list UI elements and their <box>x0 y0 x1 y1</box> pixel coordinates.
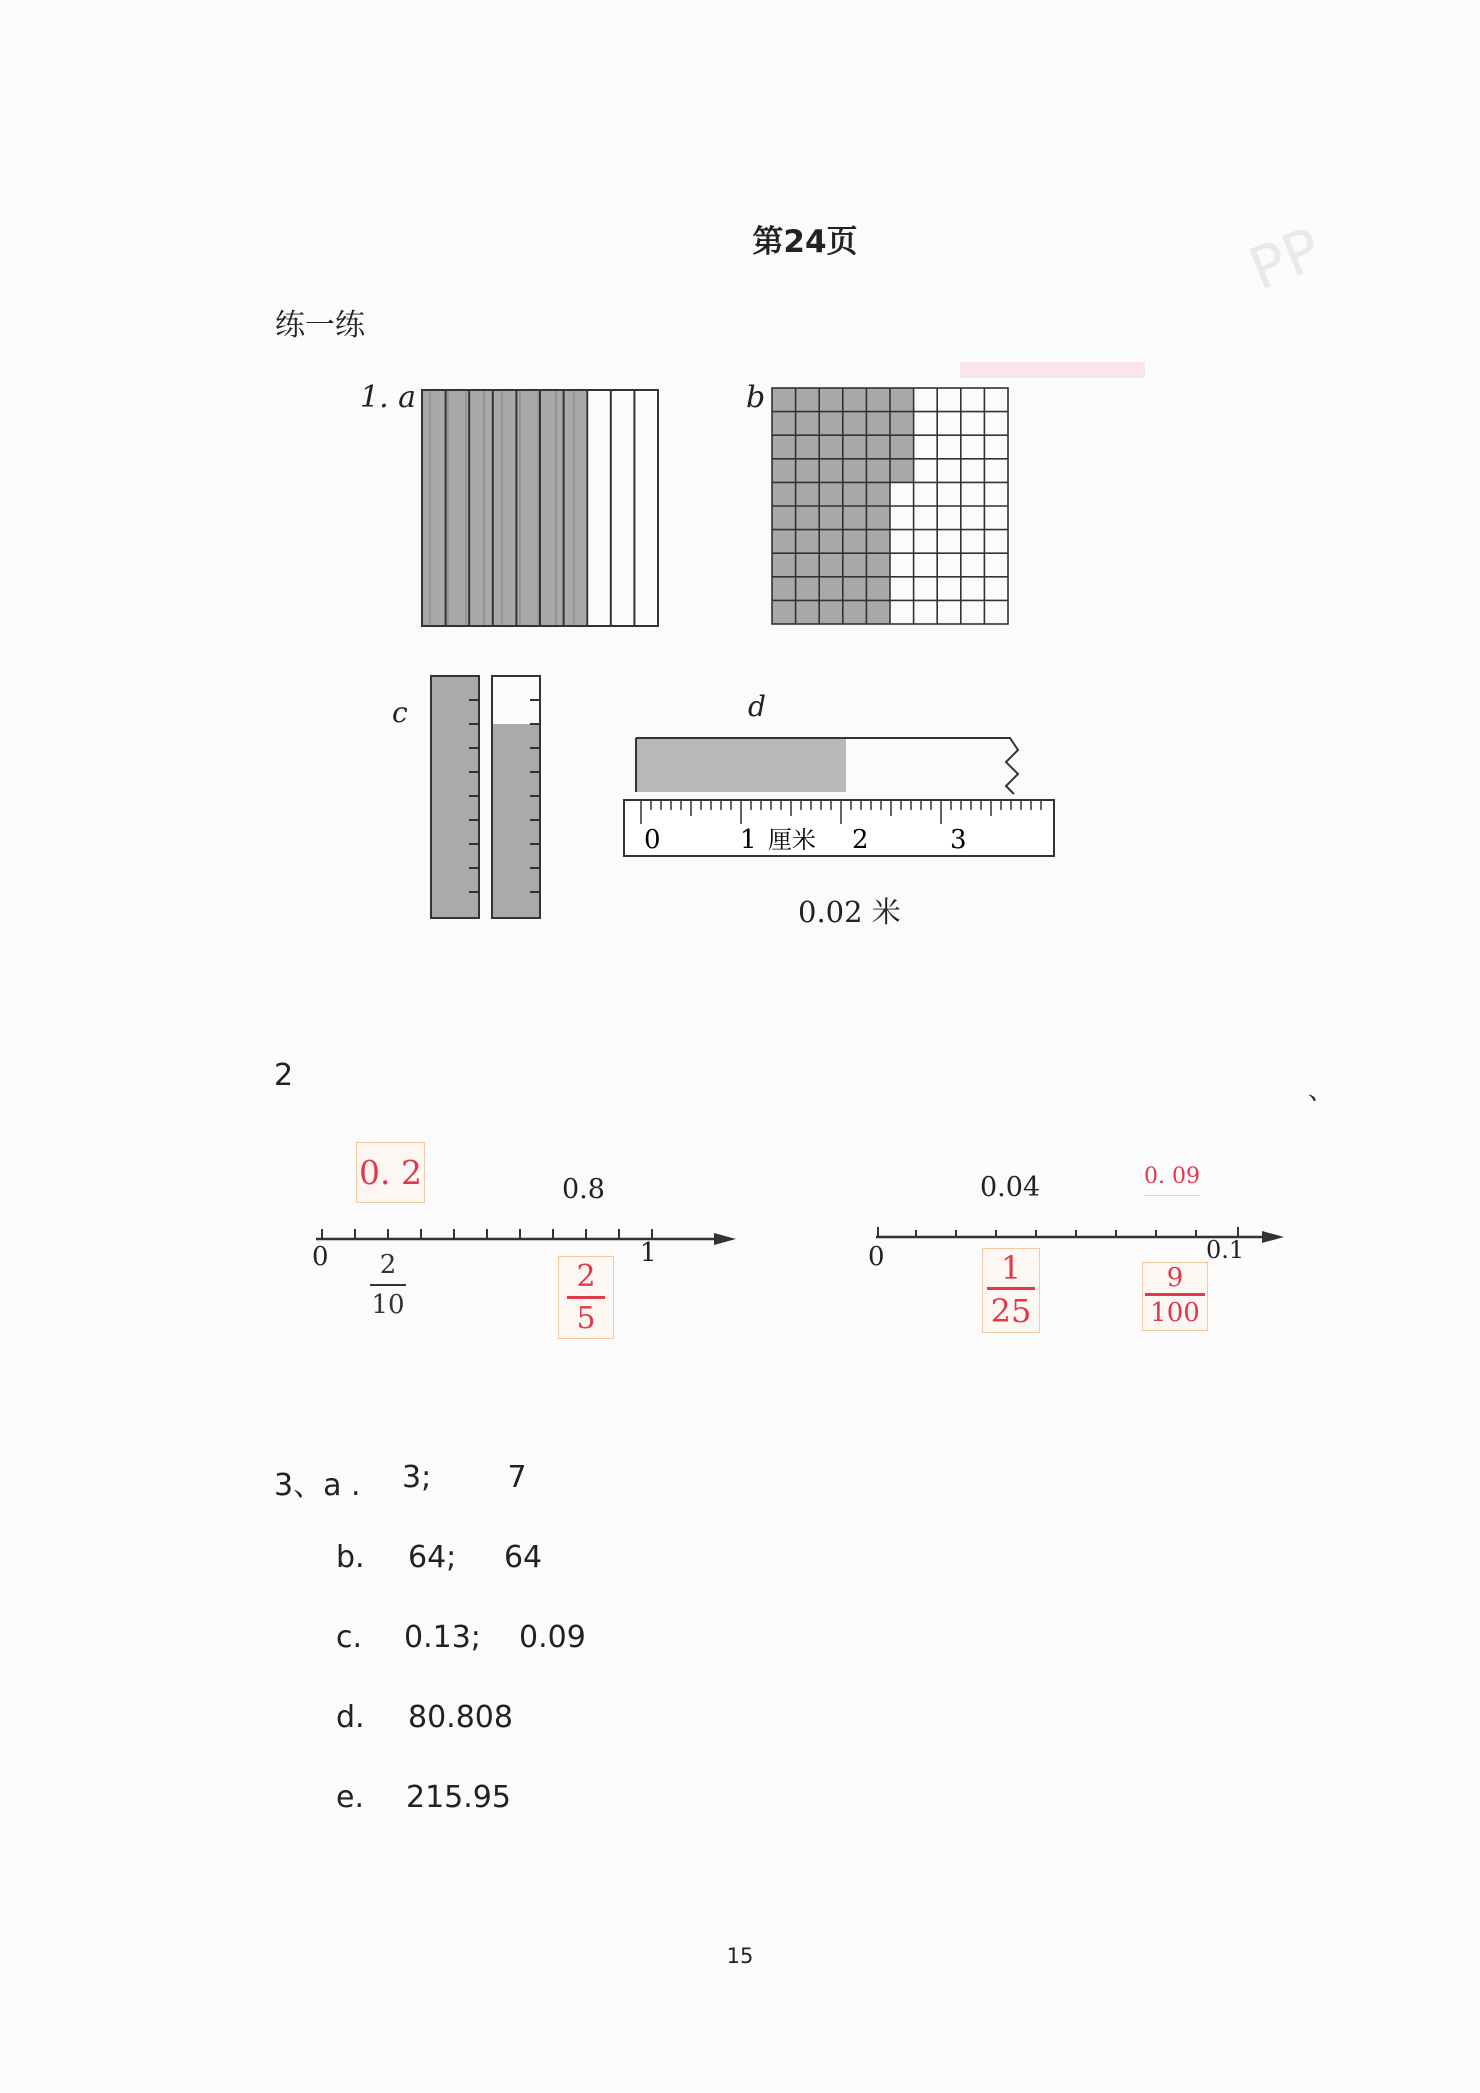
number-line-2-start: 0 <box>868 1242 885 1272</box>
fraction-2-10-bar <box>370 1284 406 1286</box>
figure-d-ruler-body <box>624 800 1054 856</box>
q3-label-d: d. <box>336 1700 365 1735</box>
q3-label-e: e. <box>336 1780 364 1815</box>
ruler-label-2: 2 <box>852 825 869 855</box>
page-number: 15 <box>726 1944 754 1968</box>
figure-d-shaded-strip <box>636 738 846 792</box>
q3-answer-b: 64; 64 <box>408 1540 543 1575</box>
fraction-2-10 <box>370 1250 406 1320</box>
figure-c-tubes <box>425 672 545 922</box>
answer-fraction-9-100-numerator: 9 <box>1166 1263 1184 1293</box>
page-title: 第24页 <box>752 224 858 260</box>
answer-fraction-9-100-denominator: 100 <box>1150 1298 1200 1328</box>
answer-fraction-1-25-denominator: 25 <box>990 1292 1032 1330</box>
q3-answer-c: 0.13; 0.09 <box>404 1620 586 1655</box>
answer-fraction-2-5 <box>558 1256 614 1339</box>
q3-answer-a: 3; 7 <box>402 1460 527 1495</box>
q3-answer-d: 80.808 <box>408 1700 513 1735</box>
q1-label-b: b <box>746 380 766 415</box>
answer-fraction-1-25-numerator: 1 <box>1000 1249 1022 1287</box>
figure-a-shaded <box>422 390 586 626</box>
answer-0-2: 0. 2 <box>356 1142 425 1203</box>
number-line-2-end: 0.1 <box>1206 1236 1245 1264</box>
watermark: PP <box>1239 214 1331 304</box>
number-line-1-end: 1 <box>640 1238 657 1268</box>
q3-label-b: b. <box>336 1540 365 1575</box>
answer-fraction-2-5-denominator: 5 <box>576 1301 596 1336</box>
figure-a-tenths <box>418 388 663 628</box>
number-line-1-start: 0 <box>312 1242 329 1272</box>
pink-smudge <box>960 362 1145 378</box>
q1-label-c: c <box>392 696 408 729</box>
answer-fraction-2-5-numerator: 2 <box>576 1259 596 1294</box>
q3-answer-e: 215.95 <box>406 1780 511 1815</box>
ruler-label-1: 1 <box>740 825 757 855</box>
answer-fraction-1-25-bar <box>987 1287 1035 1290</box>
number-line-1 <box>300 1215 740 1255</box>
q3-label-c: c. <box>336 1620 363 1655</box>
answer-fraction-2-5-bar <box>567 1296 605 1299</box>
number-line-2-ticks <box>878 1227 1238 1237</box>
q2-stray-mark: 、 <box>1308 1076 1335 1106</box>
figure-d-ruler <box>620 732 1060 862</box>
q2-number: 2 <box>274 1058 294 1093</box>
label-0-8: 0.8 <box>562 1174 605 1205</box>
figure-d-caption: 0.02 米 <box>798 895 901 929</box>
q1-label-d: d <box>748 690 766 723</box>
fraction-2-10-numerator: 2 <box>379 1250 397 1280</box>
fraction-2-10-denominator: 10 <box>371 1290 405 1320</box>
ruler-label-unit: 厘米 <box>768 826 816 854</box>
answer-fraction-9-100 <box>1142 1262 1208 1331</box>
q1-label-a: 1. a <box>360 380 417 415</box>
answer-fraction-9-100-bar <box>1145 1293 1205 1296</box>
answer-0-09: 0. 09 <box>1144 1164 1200 1196</box>
ruler-label-0: 0 <box>644 825 661 855</box>
ruler-label-3: 3 <box>950 825 967 855</box>
section-title: 练一练 <box>275 308 365 343</box>
label-0-04: 0.04 <box>980 1172 1041 1203</box>
answer-fraction-1-25 <box>982 1248 1040 1333</box>
number-line-1-ticks <box>322 1229 652 1239</box>
q3-label-a: 3、a . <box>274 1468 361 1503</box>
figure-b-hundredths <box>770 386 1010 628</box>
